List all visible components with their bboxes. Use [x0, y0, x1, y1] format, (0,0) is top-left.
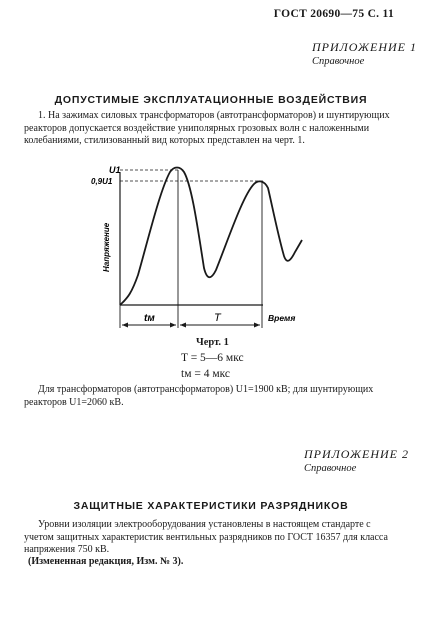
figure-waveform: [88, 160, 328, 360]
appendix-1-title: ПРИЛОЖЕНИЕ 1: [312, 40, 417, 54]
page-header: ГОСТ 20690—75 С. 11: [273, 8, 394, 20]
section-2-title: ЗАЩИТНЫЕ ХАРАКТЕРИСТИКИ РАЗРЯДНИКОВ: [73, 500, 349, 512]
appendix-1-subtitle: Справочное: [312, 56, 365, 67]
u09-label: 0,9U1: [91, 177, 113, 186]
t-arrow-left: [180, 323, 186, 328]
appendix-2-subtitle: Справочное: [304, 463, 357, 474]
y-axis-label: Напряжение: [102, 222, 111, 272]
section-1-paragraph: 1. На зажимах силовых трансформаторов (автотрансформаторов) и шунтирующих реакторов допускается воздействие униполярных грозовых волн с наложенными колебаниями, стилизованный вид которых представлен на черт. 1.: [24, 110, 390, 146]
x-axis-label: Время: [268, 313, 296, 323]
section-2-paragraph: Уровни изоляции электрооборудования установлены в настоящем стандарте с учетом защитных характеристик вентильных разрядников по ГОСТ 16357 для класса напряжения 750 кВ.: [24, 519, 388, 555]
tm-arrow-left: [122, 323, 128, 328]
section-2-note: (Измененная редакция, Изм. № 3).: [28, 556, 184, 567]
section-1-title: ДОПУСТИМЫЕ ЭКСПЛУАТАЦИОННЫЕ ВОЗДЕЙСТВИЯ: [54, 94, 368, 106]
t-label: T: [214, 312, 221, 324]
t-arrow-right: [254, 323, 260, 328]
figure-caption: Черт. 1: [196, 337, 229, 348]
tm-arrow-right: [170, 323, 176, 328]
section-1-note: Для трансформаторов (автотрансформаторов) U1=1900 кВ; для шунтирующих реакторов U1=2060 кВ.: [24, 384, 374, 408]
formula-t: T = 5—6 мкс: [181, 352, 244, 364]
tm-label: tм: [144, 313, 155, 324]
waveform-curve: [120, 168, 302, 306]
u1-label: U1: [109, 165, 121, 175]
appendix-2-title: ПРИЛОЖЕНИЕ 2: [304, 447, 409, 461]
formula-tm: tм = 4 мкс: [181, 368, 231, 380]
